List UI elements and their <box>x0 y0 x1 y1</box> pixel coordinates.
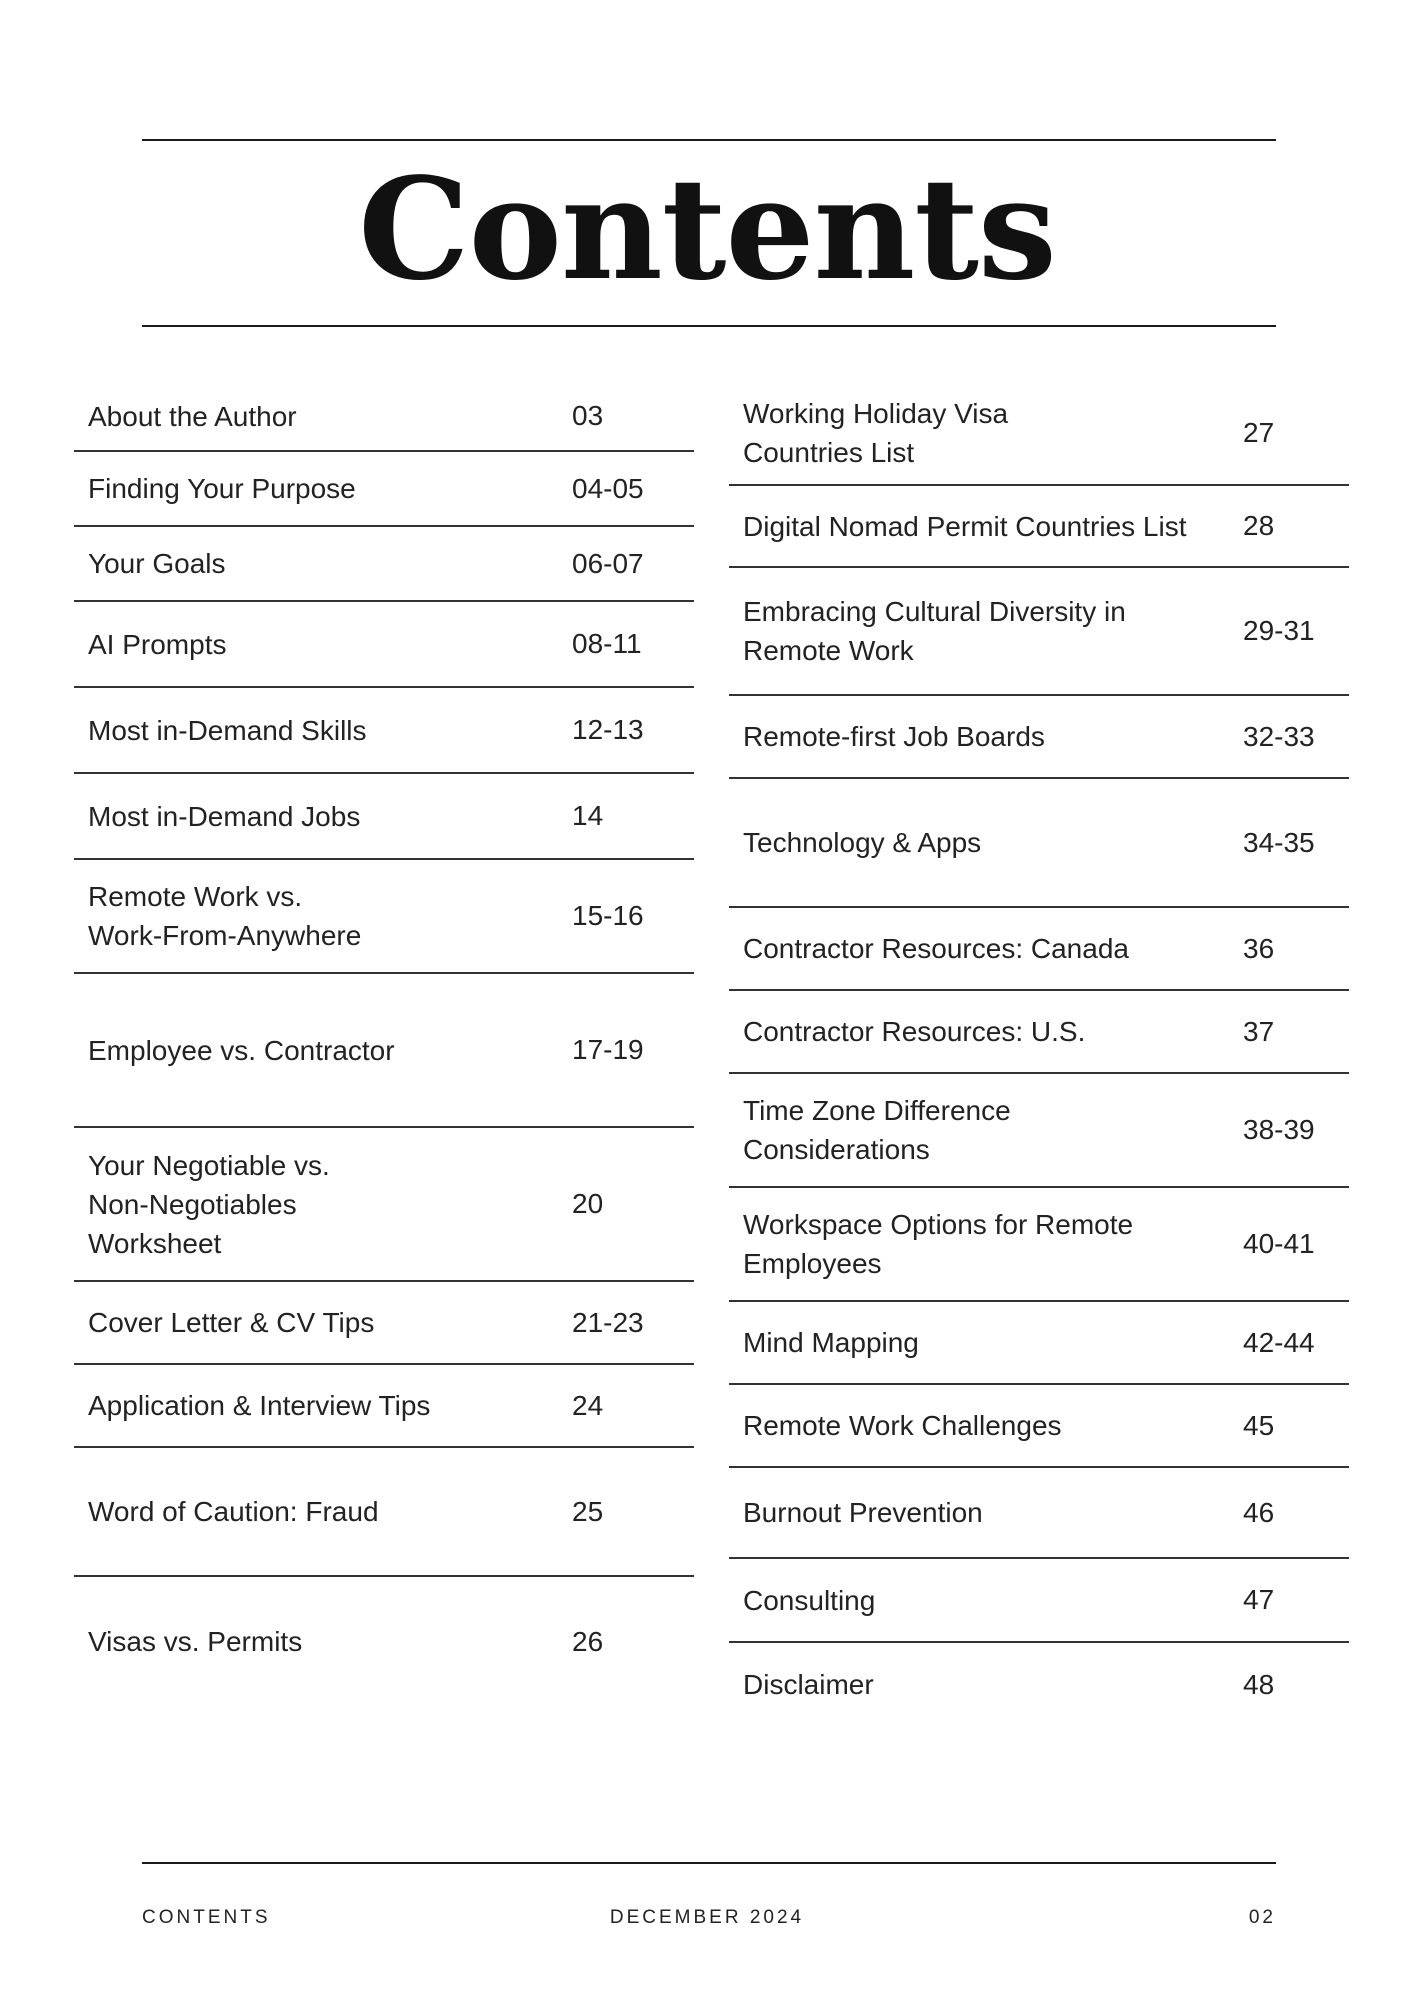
toc-entry[interactable] <box>74 602 694 688</box>
toc-entry-page: 17-19 <box>572 1034 644 1065</box>
toc-entry[interactable] <box>729 1385 1349 1468</box>
top-rule <box>142 139 1276 141</box>
footer-date: DECEMBER 2024 <box>609 1907 805 1928</box>
toc-entry-page: 27 <box>1243 417 1275 448</box>
toc-entry-title: Mind Mapping <box>743 1327 919 1358</box>
toc-entry[interactable] <box>729 1559 1349 1643</box>
toc-entry-title: Contractor Resources: U.S. <box>743 1016 1086 1047</box>
toc-entry-title: Remote-first Job Boards <box>743 721 1045 752</box>
toc-entry-title: Contractor Resources: Canada <box>743 933 1129 964</box>
toc-entry-page: 03 <box>572 400 604 431</box>
footer-page-number: 02 <box>1248 1907 1276 1928</box>
toc-entry[interactable] <box>74 1128 694 1282</box>
toc-entry[interactable] <box>729 568 1349 696</box>
toc-entry[interactable] <box>729 382 1349 486</box>
toc-entry[interactable] <box>74 688 694 774</box>
toc-entry-title: Your Negotiable vs. Non-Negotiables Worksheet <box>88 1149 330 1259</box>
toc-entry-page: 37 <box>1243 1015 1275 1047</box>
toc-entry[interactable] <box>729 1074 1349 1188</box>
toc-entry-title: Working Holiday Visa Countries List <box>743 398 1009 468</box>
toc-entry[interactable] <box>74 527 694 602</box>
toc-entry-page: 06-07 <box>572 547 644 579</box>
toc-entry-page: 21-23 <box>572 1306 644 1338</box>
toc-entry-title: Time Zone Difference Considerations <box>743 1095 1011 1165</box>
toc-entry-page: 26 <box>572 1625 604 1657</box>
toc-entry[interactable] <box>74 1282 694 1365</box>
toc-entry[interactable] <box>729 696 1349 779</box>
toc-entry[interactable] <box>74 774 694 860</box>
toc-entry-page: 14 <box>572 800 604 831</box>
toc-entry[interactable] <box>74 452 694 527</box>
toc-entry-page: 08-11 <box>572 628 642 659</box>
toc-entry[interactable] <box>74 1365 694 1448</box>
toc-entry[interactable] <box>729 1188 1349 1302</box>
toc-entry[interactable] <box>729 991 1349 1074</box>
toc-entry-page: 45 <box>1243 1409 1275 1441</box>
page-title: Contents <box>358 148 1056 312</box>
toc-entry[interactable] <box>74 1448 694 1577</box>
toc-entry[interactable] <box>729 1468 1349 1559</box>
toc-right-column <box>729 382 1349 1726</box>
toc-entry-page: 36 <box>1243 932 1275 964</box>
toc-entry-title: Most in-Demand Skills <box>88 714 367 746</box>
toc-entry[interactable] <box>74 974 694 1128</box>
toc-entry-title: Digital Nomad Permit Countries List <box>743 510 1187 542</box>
toc-entry-title: Most in-Demand Jobs <box>88 800 361 832</box>
toc-entry-page: 28 <box>1243 510 1275 541</box>
footer-section-label: CONTENTS <box>142 1907 271 1928</box>
toc-entry-page: 42-44 <box>1243 1326 1315 1358</box>
toc-entry-title: Disclaimer <box>743 1669 874 1700</box>
toc-entry-title: Remote Work Challenges <box>743 1410 1062 1441</box>
toc-entry-title: Cover Letter & CV Tips <box>88 1307 375 1338</box>
toc-entry-title: Word of Caution: Fraud <box>88 1496 379 1527</box>
toc-entry[interactable] <box>74 1577 694 1706</box>
toc-entry-title: Visas vs. Permits <box>88 1626 303 1657</box>
toc-entry-page: 20 <box>572 1188 604 1219</box>
toc-entry[interactable] <box>729 779 1349 908</box>
toc-entry-page: 38-39 <box>1243 1114 1315 1145</box>
toc-entry-title: Remote Work vs. Work-From-Anywhere <box>88 881 362 951</box>
toc-entry-title: Your Goals <box>88 548 226 579</box>
toc-entry[interactable] <box>729 486 1349 568</box>
toc-entry-page: 34-35 <box>1243 826 1315 858</box>
toc-entry[interactable] <box>729 1302 1349 1385</box>
toc-entry-title: Consulting <box>743 1584 876 1616</box>
toc-left-column <box>74 382 694 1706</box>
toc-entry-title: Burnout Prevention <box>743 1497 983 1528</box>
toc-entry[interactable] <box>729 908 1349 991</box>
toc-entry-page: 47 <box>1243 1584 1275 1615</box>
toc-entry-page: 04-05 <box>572 472 644 504</box>
toc-entry-page: 32-33 <box>1243 720 1315 752</box>
toc-entry-title: AI Prompts <box>88 628 227 660</box>
toc-entry[interactable] <box>74 860 694 974</box>
toc-entry[interactable] <box>729 1643 1349 1726</box>
toc-entry-page: 46 <box>1243 1496 1275 1528</box>
toc-entry-title: Application & Interview Tips <box>88 1390 431 1421</box>
title-bottom-rule <box>142 325 1276 327</box>
toc-entry-title: Embracing Cultural Diversity in Remote Work <box>743 596 1126 666</box>
toc-entry-title: Workspace Options for Remote Employees <box>743 1209 1134 1279</box>
toc-entry-title: Technology & Apps <box>743 827 982 858</box>
toc-entry-title: Finding Your Purpose <box>88 473 356 504</box>
toc-entry[interactable] <box>74 382 694 452</box>
toc-entry-page: 29-31 <box>1243 615 1315 646</box>
toc-entry-title: About the Author <box>88 400 297 432</box>
footer-rule <box>142 1862 1276 1864</box>
toc-entry-title: Employee vs. Contractor <box>88 1034 395 1066</box>
toc-entry-page: 40-41 <box>1243 1228 1315 1259</box>
toc-entry-page: 24 <box>572 1389 604 1421</box>
toc-entry-page: 48 <box>1243 1668 1275 1700</box>
toc-entry-page: 15-16 <box>572 900 644 931</box>
toc-entry-page: 25 <box>572 1495 604 1527</box>
toc-entry-page: 12-13 <box>572 714 644 745</box>
